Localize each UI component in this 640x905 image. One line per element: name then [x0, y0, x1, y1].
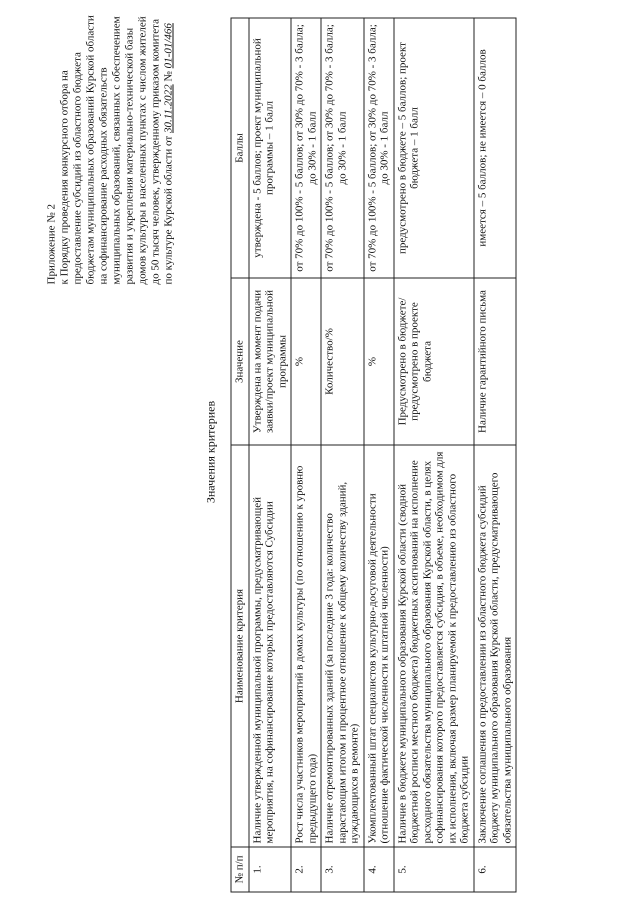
header-points: Баллы	[231, 18, 249, 278]
appendix-number: 01-01/466	[162, 23, 175, 69]
appendix-line: бюджетам муниципальных образований Курской области	[84, 15, 97, 285]
appendix-line: на софинансирование расходных обязательств	[97, 67, 110, 285]
row-num: 6.	[474, 847, 517, 892]
appendix-date: 30.11.2022	[162, 84, 175, 134]
row-num: 5.	[394, 847, 474, 892]
row-points: от 70% до 100% - 5 баллов; от 30% до 70% - 3 балла; до 30% - 1 балл	[291, 18, 321, 278]
appendix-line: муниципальных образований, связанных с обеспечением	[110, 16, 123, 285]
table-row	[394, 18, 474, 892]
row-value: Утверждена на момент подачи заявки/проект муниципальной программы	[249, 278, 292, 445]
row-name: Наличие в бюджете муниципального образования Курской области (сводной бюджетной росписи местного бюджета) бюджетных ассигнований на исполнение расходного обязательства муниципального образования Курской области, в целях софинансирования которого предоставляется субсидия, в объеме, необходимом для их исполнения, включая размер планируемой к предоставлению из областного бюджета субсидии	[394, 445, 474, 847]
row-value: %	[291, 278, 321, 445]
header-name: Наименование критерия	[231, 445, 249, 847]
criteria-table	[231, 18, 517, 893]
header-num: № п/п	[231, 847, 249, 892]
appendix-line: развития и укрепления материально-технической базы	[123, 27, 136, 285]
table-row	[364, 18, 394, 892]
appendix-line: предоставление субсидий из областного бюджета	[71, 52, 84, 285]
row-points: от 70% до 100% - 5 баллов; от 30% до 70% - 3 балла; до 30% - 1 балл	[321, 18, 364, 278]
row-points: предусмотрено в бюджете – 5 баллов; проект бюджета – 1 балл	[394, 18, 474, 278]
row-name: Укомплектованный штат специалистов культурно-досуговой деятельности (отношение фактической численности к штатной численности)	[364, 445, 394, 847]
row-value: %	[364, 278, 394, 445]
appendix-line: Приложение № 2	[45, 203, 58, 285]
table-row	[321, 18, 364, 892]
appendix-no-label: №	[162, 68, 175, 85]
row-num: 3.	[321, 847, 364, 892]
rotated-page	[1, 0, 640, 905]
row-name: Заключение соглашения о предоставлении из областного бюджета субсидий бюджету муниципального образования Курской области, предусматривающего обязательства муниципального образования	[474, 445, 517, 847]
appendix-prefix: по культуре Курской области от	[162, 133, 175, 285]
table-row	[249, 18, 292, 892]
row-num: 2.	[291, 847, 321, 892]
row-points: имеется – 5 баллов; не имеется – 0 баллов	[474, 18, 517, 278]
table-row	[474, 18, 517, 892]
header-value: Значение	[231, 278, 249, 445]
appendix-header	[46, 15, 176, 285]
table-row	[291, 18, 321, 892]
appendix-line: к Порядку проведения конкурсного отбора на	[58, 70, 71, 285]
table-header-row	[231, 18, 249, 892]
row-value: Количество/%	[321, 278, 364, 445]
appendix-line: до 50 тысяч человек, утвержденному приказом комитета	[149, 18, 162, 285]
page-title: Значения критериев	[203, 400, 218, 504]
appendix-line: домов культуры в населенных пунктах с числом жителей	[136, 16, 149, 285]
row-points: от 70% до 100% - 5 баллов; от 30% до 70% - 3 балла; до 30% - 1 балл	[364, 18, 394, 278]
row-value: Наличие гарантийного письма	[474, 278, 517, 445]
row-name: Наличие утвержденной муниципальной программы, предусматривающей мероприятия, на софинансирование которых предоставляются Субсидии	[249, 445, 292, 847]
appendix-line-date	[163, 15, 176, 285]
row-name: Рост числа участников мероприятий в домах культуры (по отношению к уровню предыдущего года)	[291, 445, 321, 847]
row-name: Наличие отремонтированных зданий (за последние 3 года: количество нарастающим итогом и процентное отношение к общему количеству зданий, нуждающихся в ремонте)	[321, 445, 364, 847]
row-num: 1.	[249, 847, 292, 892]
row-value: Предусмотрено в бюджете/предусмотрено в проекте бюджета	[394, 278, 474, 445]
row-points: утверждена - 5 баллов; проект муниципальной программы – 1 балл	[249, 18, 292, 278]
row-num: 4.	[364, 847, 394, 892]
